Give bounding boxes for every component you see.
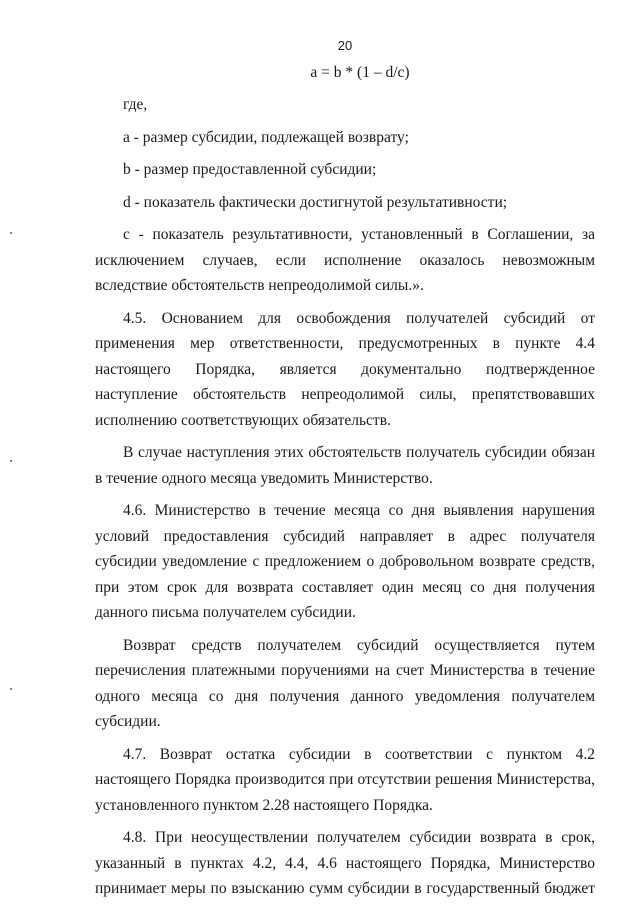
paragraph-4-6: 4.6. Министерство в течение месяца со дня выявления нарушения условий предоставления субсидий направляет в адрес получателя субсидии уведомление с предложением о добровольном возврате средств, при этом срок для возврата составляет один месяц со дня получения данного письма получателем субсидии. xyxy=(95,502,595,621)
definition-c: c - показатель результативности, установленный в Соглашении, за исключением случаев, если исполнение оказалось невозможным вследствие обстоятельств непреодолимой силы.». xyxy=(95,226,595,294)
page-number: 20 xyxy=(337,38,353,53)
scan-margin-mark xyxy=(10,232,12,234)
paragraph-4-7: 4.7. Возврат остатка субсидии в соответствии с пунктом 4.2 настоящего Порядка производится при отсутствии решения Министерства, установленного пунктом 2.28 настоящего Порядка. xyxy=(95,745,595,814)
definition-a: a - размер субсидии, подлежащей возврату; xyxy=(123,128,409,146)
paragraph-4-5-notice: В случае наступления этих обстоятельств получатель субсидии обязан в течение одного месяца уведомить Министерство. xyxy=(95,444,595,487)
paragraph-4-5: 4.5. Основанием для освобождения получателей субсидий от применения мер ответственности, предусмотренных в пункте 4.4 настоящего Порядка, является документально подтвержденное наступление обстоятельств непреодолимой силы, препятствовавших исполнению соответствующих обязательств. xyxy=(95,309,595,429)
paragraph-4-6-return: Возврат средств получателем субсидий осуществляется путем перечисления платежными поручениями на счет Министерства в течение одного месяца со дня получения данного уведомления получателем субсидии. xyxy=(95,636,595,730)
definition-d: d - показатель фактически достигнутой результативности; xyxy=(123,193,508,211)
definition-b: b - размер предоставленной субсидии; xyxy=(123,161,377,178)
subsidy-return-formula: a = b * (1 – d/c) xyxy=(310,64,410,81)
where-label: где, xyxy=(123,96,148,113)
paragraph-4-8: 4.8. При неосуществлении получателем субсидии возврата в срок, указанный в пунктах 4.2, 4.4, 4.6 настоящего Порядка, Министерство принимает меры по взысканию сумм субсидии в государственный бюджет xyxy=(95,829,595,897)
document-body xyxy=(95,92,595,902)
scan-margin-mark xyxy=(10,460,12,462)
scan-margin-mark xyxy=(10,688,12,690)
